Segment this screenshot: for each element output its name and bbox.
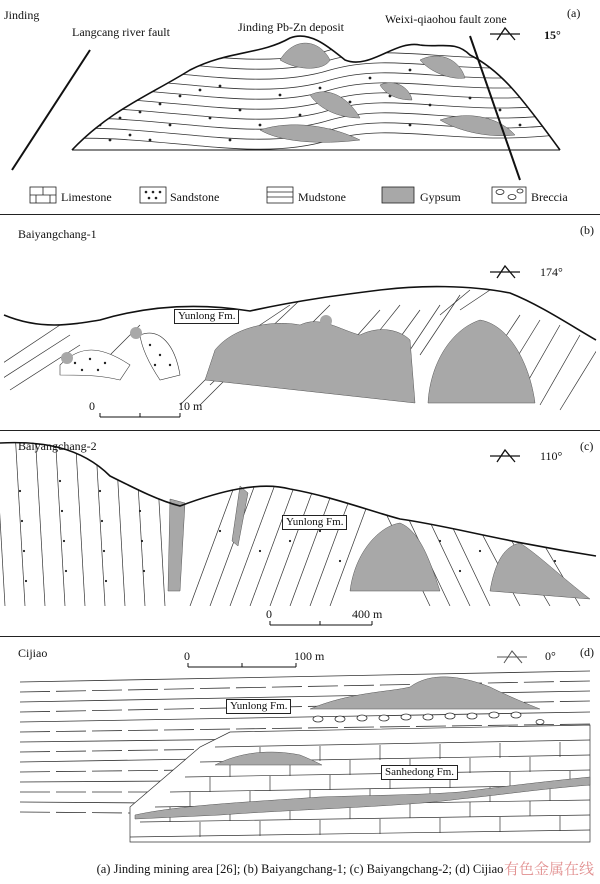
panel-b-letter: (b) xyxy=(580,223,594,237)
dip-b: 174° xyxy=(540,265,563,279)
formation-yunlong-b: Yunlong Fm. xyxy=(174,309,239,324)
panel-baiyangchang-2 xyxy=(0,430,600,636)
dip-c: 110° xyxy=(540,449,563,463)
figure-caption: (a) Jinding mining area [26]; (b) Baiyangchang-1; (c) Baiyangchang-2; (d) Cijiao xyxy=(96,862,504,876)
label-jinding-deposit: Jinding Pb-Zn deposit xyxy=(238,20,345,34)
scale-b-start: 0 xyxy=(89,399,95,413)
legend-breccia: Breccia xyxy=(531,190,568,204)
panel-c-title: Baiyangchang-2 xyxy=(18,439,97,453)
dip-d: 0° xyxy=(545,649,556,663)
legend-limestone: Limestone xyxy=(61,190,112,204)
scale-c-end: 400 m xyxy=(352,607,383,621)
label-weixi-fault: Weixi-qiaohou fault zone xyxy=(385,12,507,26)
dip-a: 15° xyxy=(544,28,561,42)
panel-a-letter: (a) xyxy=(567,6,581,20)
panel-a-title: Jinding xyxy=(4,8,40,22)
scale-b-end: 10 m xyxy=(178,399,203,413)
formation-yunlong-d: Yunlong Fm. xyxy=(226,699,291,714)
baiyangchang-2-cross-section xyxy=(0,431,600,637)
panel-jinding xyxy=(0,0,600,214)
watermark: 有色金属在线 xyxy=(503,860,594,878)
panel-c-letter: (c) xyxy=(580,439,594,453)
panel-d-letter: (d) xyxy=(580,645,594,659)
legend-mudstone: Mudstone xyxy=(298,190,346,204)
cijiao-cross-section xyxy=(0,637,600,857)
legend-sandstone: Sandstone xyxy=(170,190,220,204)
panel-b-title: Baiyangchang-1 xyxy=(18,227,97,241)
scale-c-start: 0 xyxy=(266,607,272,621)
panel-cijiao xyxy=(0,636,600,856)
panel-baiyangchang-1 xyxy=(0,214,600,430)
formation-sanhedong-d: Sanhedong Fm. xyxy=(381,765,458,780)
panel-d-title: Cijiao xyxy=(18,646,48,660)
legend-gypsum: Gypsum xyxy=(420,190,461,204)
label-langcang-fault: Langcang river fault xyxy=(72,25,170,39)
scale-d-start: 0 xyxy=(184,649,190,663)
formation-yunlong-c: Yunlong Fm. xyxy=(282,515,347,530)
scale-d-end: 100 m xyxy=(294,649,325,663)
